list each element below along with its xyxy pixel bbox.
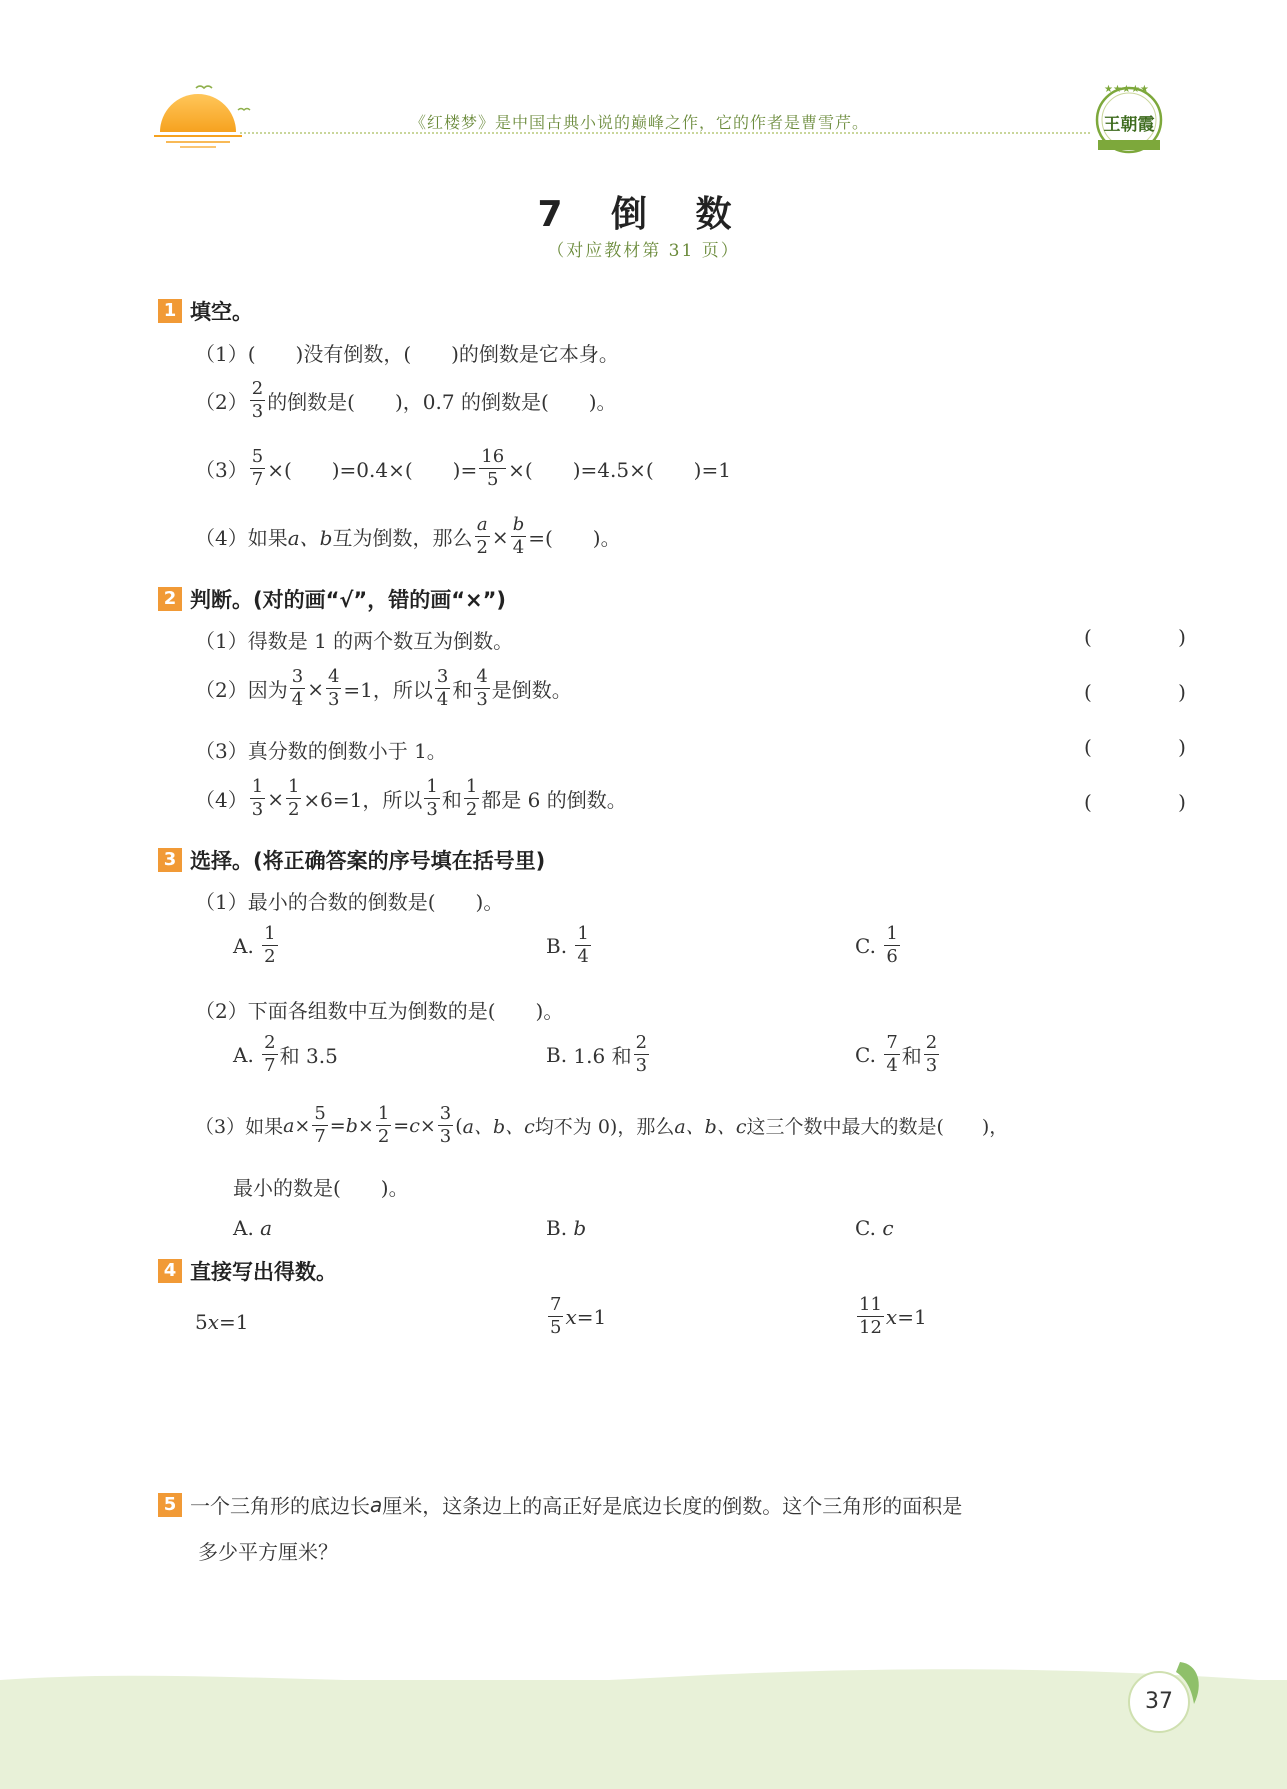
option-value: c bbox=[882, 1216, 894, 1240]
numerator: 1 bbox=[886, 923, 898, 944]
s1-q3-label: （3） bbox=[195, 458, 248, 482]
option-text: 和 3.5 bbox=[279, 1044, 338, 1068]
svg-text:★★★★★: ★★★★★ bbox=[1104, 84, 1149, 95]
denominator: 3 bbox=[327, 689, 340, 710]
section-4-heading bbox=[158, 1256, 337, 1286]
fraction bbox=[924, 1034, 939, 1075]
fraction bbox=[634, 1034, 649, 1075]
option-label: B. bbox=[546, 933, 568, 958]
numerator: 7 bbox=[886, 1032, 898, 1053]
numerator: 1 bbox=[465, 776, 478, 797]
denominator: 3 bbox=[635, 1055, 648, 1076]
numerator: 11 bbox=[859, 1294, 882, 1315]
s3-q3-text-3: 均不为 0)，那么 bbox=[534, 1116, 675, 1138]
equation-rhs: =1 bbox=[897, 1304, 927, 1329]
times-sign: × bbox=[307, 676, 324, 701]
option-text: 和 bbox=[901, 1044, 922, 1068]
numerator: 3 bbox=[291, 666, 304, 687]
section-5 bbox=[158, 1490, 962, 1519]
denominator: 12 bbox=[859, 1317, 882, 1338]
s4-equation-1 bbox=[195, 1310, 249, 1334]
numerator: 1 bbox=[377, 1103, 390, 1124]
section-4-title: 直接写出得数。 bbox=[190, 1260, 337, 1284]
times-sign: × bbox=[267, 786, 284, 811]
s5-line1 bbox=[190, 1490, 962, 1519]
s3-q3-text-4: 这三个数中最大的数是( )， bbox=[746, 1116, 1009, 1138]
option-label: A. bbox=[233, 933, 254, 958]
vars-abc: a、b、c bbox=[674, 1116, 747, 1138]
fraction bbox=[250, 380, 265, 421]
times-sign: × bbox=[491, 524, 509, 549]
s1-q4-text-1: （4）如果 bbox=[195, 526, 288, 550]
var-x: x bbox=[207, 1310, 220, 1334]
s2-q4-text-1: ×6=1，所以 bbox=[303, 788, 423, 812]
option-label: C. bbox=[855, 933, 876, 958]
s3-q1-option-a[interactable] bbox=[233, 925, 280, 966]
s1-q4-text-2: 互为倒数，那么 bbox=[332, 526, 473, 550]
numerator: 5 bbox=[251, 446, 264, 467]
option-value: a bbox=[260, 1216, 273, 1240]
denominator: 3 bbox=[251, 799, 264, 820]
numerator: b bbox=[512, 514, 525, 535]
s3-q2-option-c[interactable] bbox=[855, 1034, 941, 1075]
numerator: 2 bbox=[251, 378, 264, 399]
answer-bracket[interactable]: ( ) bbox=[1084, 735, 1226, 759]
denominator: 4 bbox=[577, 946, 589, 967]
s3-q1: （1）最小的合数的倒数是( )。 bbox=[195, 890, 504, 914]
s2-q3: （3）真分数的倒数小于 1。 bbox=[195, 739, 447, 763]
s1-q2-label: （2） bbox=[195, 390, 248, 414]
fraction bbox=[575, 925, 590, 966]
numerator: 7 bbox=[550, 1294, 562, 1315]
numerator: 3 bbox=[436, 666, 449, 687]
s2-q1: （1）得数是 1 的两个数互为倒数。 bbox=[195, 629, 514, 653]
numerator: 1 bbox=[251, 776, 264, 797]
s1-q2 bbox=[195, 380, 617, 421]
var-x: x bbox=[565, 1304, 577, 1329]
option-label: A. bbox=[233, 1216, 254, 1240]
section-3-title: 选择。(将正确答案的序号填在括号里) bbox=[190, 849, 546, 873]
s3-q3-line2: 最小的数是( )。 bbox=[233, 1176, 409, 1200]
denominator: 2 bbox=[264, 946, 276, 967]
denominator: 4 bbox=[291, 689, 304, 710]
numerator: 2 bbox=[925, 1032, 938, 1053]
section-1-number: 1 bbox=[158, 299, 182, 323]
numerator: 3 bbox=[439, 1103, 452, 1124]
numerator: 16 bbox=[481, 446, 505, 467]
section-4-number: 4 bbox=[158, 1259, 182, 1283]
denominator: 2 bbox=[465, 799, 478, 820]
option-label: C. bbox=[855, 1042, 876, 1067]
s2-q4-label: （4） bbox=[195, 788, 248, 812]
denominator: 3 bbox=[925, 1055, 938, 1076]
section-5-number: 5 bbox=[158, 1493, 182, 1517]
footer-wave-icon bbox=[0, 1664, 1287, 1694]
s2-q4-text-3: 都是 6 的倒数。 bbox=[481, 788, 627, 812]
s4-equation-3 bbox=[855, 1296, 927, 1337]
fraction bbox=[326, 668, 341, 709]
s3-q3-option-c[interactable] bbox=[855, 1216, 894, 1240]
numerator: 1 bbox=[426, 776, 438, 797]
denominator: 2 bbox=[476, 537, 488, 558]
var-c: c bbox=[409, 1114, 420, 1137]
answer-bracket[interactable]: ( ) bbox=[1084, 625, 1226, 649]
fraction bbox=[857, 1296, 884, 1337]
fraction bbox=[262, 925, 277, 966]
s3-q2-option-a[interactable] bbox=[233, 1034, 338, 1075]
equals-sign: = bbox=[393, 1114, 410, 1137]
option-label: A. bbox=[233, 1042, 254, 1067]
s1-q1: （1）( )没有倒数，( )的倒数是它本身。 bbox=[195, 342, 619, 366]
option-label: B. bbox=[546, 1042, 568, 1067]
numerator: 1 bbox=[577, 923, 589, 944]
section-1-heading bbox=[158, 296, 253, 326]
s1-q3-text-2: ×( )=4.5×( )=1 bbox=[508, 458, 731, 482]
footer-background bbox=[0, 1680, 1287, 1789]
fraction bbox=[435, 668, 450, 709]
var-x: x bbox=[885, 1304, 898, 1329]
denominator: 3 bbox=[476, 689, 488, 710]
fraction bbox=[312, 1105, 327, 1146]
numerator: 1 bbox=[287, 776, 300, 797]
denominator: 5 bbox=[550, 1317, 562, 1338]
fraction bbox=[474, 516, 489, 557]
fraction bbox=[250, 778, 265, 819]
fraction bbox=[479, 448, 506, 489]
s3-q3-text-1: （3）如果 bbox=[195, 1116, 284, 1138]
s2-q2-text-2: =1，所以 bbox=[343, 678, 433, 702]
header-quote: 《红楼梦》是中国古典小说的巅峰之作，它的作者是曹雪芹。 bbox=[410, 113, 870, 132]
section-2-number: 2 bbox=[158, 587, 182, 611]
s1-q4-vars: a、b bbox=[287, 526, 333, 550]
times-sign: × bbox=[357, 1114, 374, 1137]
s5-text-1: 一个三角形的底边长 bbox=[190, 1494, 370, 1518]
numerator: 4 bbox=[476, 666, 488, 687]
denominator: 2 bbox=[287, 799, 300, 820]
section-1-title: 填空。 bbox=[190, 300, 253, 324]
denominator: 5 bbox=[486, 469, 499, 490]
answer-bracket[interactable]: ( ) bbox=[1084, 680, 1226, 704]
var-a: a bbox=[370, 1492, 383, 1517]
s2-q2 bbox=[195, 668, 572, 709]
s3-q3-option-b[interactable] bbox=[546, 1216, 586, 1240]
fraction bbox=[290, 668, 305, 709]
fraction bbox=[250, 448, 265, 489]
brand-logo-text: 王朝霞 bbox=[1103, 115, 1155, 135]
s4-equation-2 bbox=[546, 1296, 606, 1337]
s5-text-2: 厘米，这条边上的高正好是底边长度的倒数。这个三角形的面积是 bbox=[382, 1494, 963, 1518]
coefficient: 5 bbox=[195, 1310, 208, 1334]
numerator: a bbox=[476, 514, 488, 535]
denominator: 6 bbox=[886, 946, 898, 967]
section-3-number: 3 bbox=[158, 848, 182, 872]
s3-q1-option-c[interactable] bbox=[855, 925, 902, 966]
var-a: a bbox=[283, 1114, 295, 1137]
s1-q3-text-1: ×( )=0.4×( )= bbox=[267, 458, 478, 482]
fraction bbox=[262, 1034, 277, 1075]
numerator: 5 bbox=[314, 1103, 326, 1124]
s1-q4 bbox=[195, 516, 621, 557]
denominator: 4 bbox=[512, 537, 525, 558]
denominator: 4 bbox=[436, 689, 449, 710]
denominator: 7 bbox=[251, 469, 264, 490]
s1-q2-text: 的倒数是( )，0.7 的倒数是( )。 bbox=[267, 390, 617, 414]
page-subtitle: （对应教材第 31 页） bbox=[547, 241, 740, 261]
fraction bbox=[424, 778, 439, 819]
numerator: 2 bbox=[264, 1032, 276, 1053]
fraction bbox=[438, 1105, 453, 1146]
numerator: 4 bbox=[327, 666, 340, 687]
denominator: 3 bbox=[426, 799, 438, 820]
denominator: 2 bbox=[377, 1126, 390, 1147]
fraction bbox=[286, 778, 301, 819]
equation-rhs: =1 bbox=[219, 1310, 249, 1334]
fraction bbox=[376, 1105, 391, 1146]
equals-sign: = bbox=[329, 1114, 346, 1137]
s3-q3-option-a[interactable] bbox=[233, 1216, 272, 1240]
s3-q3 bbox=[195, 1105, 1008, 1146]
fraction bbox=[548, 1296, 563, 1337]
s2-q4 bbox=[195, 778, 627, 819]
page-number: 37 bbox=[1128, 1671, 1190, 1733]
fraction bbox=[474, 668, 489, 709]
equation-rhs: =1 bbox=[576, 1304, 607, 1329]
option-value: b bbox=[573, 1216, 587, 1240]
s3-q2: （2）下面各组数中互为倒数的是( )。 bbox=[195, 999, 564, 1023]
s2-q2-text-1: （2）因为 bbox=[195, 678, 288, 702]
s3-q2-option-b[interactable] bbox=[546, 1034, 651, 1075]
section-3-heading bbox=[158, 845, 545, 875]
denominator: 3 bbox=[439, 1126, 452, 1147]
s3-q1-option-b[interactable] bbox=[546, 925, 593, 966]
s5-line2: 多少平方厘米？ bbox=[198, 1540, 338, 1564]
fraction bbox=[464, 778, 479, 819]
section-2-title: 判断。(对的画“√”，错的画“×”) bbox=[190, 588, 507, 612]
page-title: 7 倒 数 bbox=[537, 194, 750, 235]
denominator: 4 bbox=[886, 1055, 898, 1076]
answer-bracket[interactable]: ( ) bbox=[1084, 790, 1226, 814]
option-text: 1.6 和 bbox=[573, 1044, 632, 1068]
s2-q4-text-2: 和 bbox=[441, 788, 462, 812]
vars-abc: a、b、c bbox=[462, 1116, 535, 1138]
option-label: C. bbox=[855, 1216, 876, 1240]
denominator: 3 bbox=[251, 401, 264, 422]
denominator: 7 bbox=[314, 1126, 326, 1147]
var-b: b bbox=[345, 1114, 358, 1137]
times-sign: × bbox=[419, 1114, 436, 1137]
section-2-heading bbox=[158, 584, 506, 614]
times-sign: × bbox=[294, 1114, 311, 1137]
fraction bbox=[884, 925, 899, 966]
s1-q4-text-3: =( )。 bbox=[528, 526, 621, 550]
fraction bbox=[884, 1034, 899, 1075]
fraction bbox=[511, 516, 527, 557]
numerator: 1 bbox=[264, 923, 276, 944]
s2-q2-text-3: 和 bbox=[452, 678, 473, 702]
brand-logo bbox=[1090, 78, 1168, 158]
sun-logo-icon bbox=[150, 80, 260, 150]
s3-q3-text-2: ( bbox=[455, 1114, 463, 1137]
denominator: 7 bbox=[264, 1055, 276, 1076]
s2-q2-text-4: 是倒数。 bbox=[491, 678, 572, 702]
s1-q3 bbox=[195, 448, 731, 489]
numerator: 2 bbox=[635, 1032, 648, 1053]
option-label: B. bbox=[546, 1216, 568, 1240]
